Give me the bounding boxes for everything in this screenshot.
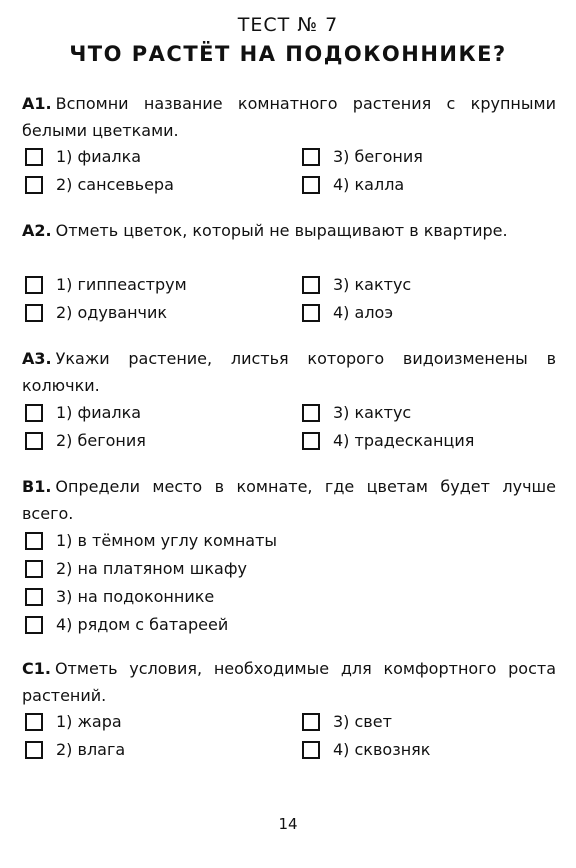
option-a1-2[interactable] — [25, 175, 174, 195]
option-label: 1) в тёмном углу комнаты — [56, 531, 278, 550]
option-b1-1[interactable] — [25, 531, 277, 551]
question-c1 — [22, 655, 556, 709]
option-c1-4[interactable] — [302, 740, 430, 760]
option-a2-4[interactable] — [302, 303, 393, 323]
checkbox[interactable] — [25, 560, 43, 578]
option-b1-3[interactable] — [25, 587, 214, 607]
option-label: 2) сансевьера — [56, 175, 174, 194]
checkbox[interactable] — [302, 713, 320, 731]
option-a2-1[interactable] — [25, 275, 187, 295]
question-text: Вспомни название комнатного растения с крупными белыми цветками. — [22, 94, 556, 140]
option-label: 2) влага — [56, 740, 126, 759]
checkbox[interactable] — [25, 616, 43, 634]
option-label: 4) алоэ — [333, 303, 394, 322]
question-text: Отметь условия, необходимые для комфортного роста растений. — [22, 659, 556, 705]
option-a3-3[interactable] — [302, 403, 411, 423]
option-c1-2[interactable] — [25, 740, 125, 760]
option-label: 3) кактус — [333, 275, 412, 294]
checkbox[interactable] — [25, 532, 43, 550]
question-text: Определи место в комнате, где цветам будет лучше всего. — [22, 477, 556, 523]
checkbox[interactable] — [302, 176, 320, 194]
option-a1-1[interactable] — [25, 147, 141, 167]
checkbox[interactable] — [25, 713, 43, 731]
option-a1-3[interactable] — [302, 147, 423, 167]
option-label: 3) на подоконнике — [56, 587, 215, 606]
option-c1-1[interactable] — [25, 712, 122, 732]
question-id: А2. — [22, 221, 52, 240]
question-id: А3. — [22, 349, 52, 368]
option-a3-1[interactable] — [25, 403, 141, 423]
checkbox[interactable] — [25, 432, 43, 450]
checkbox[interactable] — [25, 148, 43, 166]
checkbox[interactable] — [302, 304, 320, 322]
option-label: 4) рядом с батареей — [56, 615, 229, 634]
checkbox[interactable] — [25, 741, 43, 759]
question-id: С1. — [22, 659, 51, 678]
option-b1-4[interactable] — [25, 615, 228, 635]
option-label: 2) на платяном шкафу — [56, 559, 247, 578]
question-a1 — [22, 90, 556, 144]
option-a2-3[interactable] — [302, 275, 411, 295]
checkbox[interactable] — [25, 304, 43, 322]
question-id: В1. — [22, 477, 52, 496]
question-text: Отметь цветок, который не выращивают в квартире. — [55, 221, 508, 240]
option-label: 4) сквозняк — [333, 740, 431, 759]
checkbox[interactable] — [302, 432, 320, 450]
option-a2-2[interactable] — [25, 303, 167, 323]
page-title: ЧТО РАСТЁТ НА ПОДОКОННИКЕ? — [69, 42, 507, 66]
question-a2 — [22, 217, 556, 244]
checkbox[interactable] — [25, 404, 43, 422]
option-label: 2) одуванчик — [56, 303, 168, 322]
test-number: ТЕСТ № 7 — [237, 14, 339, 36]
checkbox[interactable] — [302, 276, 320, 294]
option-c1-3[interactable] — [302, 712, 392, 732]
checkbox[interactable] — [302, 148, 320, 166]
option-b1-2[interactable] — [25, 559, 247, 579]
question-text: Укажи растение, листья которого видоизменены в колючки. — [22, 349, 556, 395]
page-number: 14 — [278, 815, 298, 833]
option-a1-4[interactable] — [302, 175, 404, 195]
question-b1 — [22, 473, 556, 527]
option-label: 1) гиппеаструм — [56, 275, 187, 294]
option-label: 3) свет — [333, 712, 392, 731]
checkbox[interactable] — [25, 588, 43, 606]
option-label: 4) традесканция — [333, 431, 475, 450]
checkbox[interactable] — [25, 176, 43, 194]
checkbox[interactable] — [302, 404, 320, 422]
checkbox[interactable] — [302, 741, 320, 759]
option-label: 2) бегония — [56, 431, 146, 450]
option-a3-4[interactable] — [302, 431, 474, 451]
option-label: 1) фиалка — [56, 403, 142, 422]
option-a3-2[interactable] — [25, 431, 146, 451]
checkbox[interactable] — [25, 276, 43, 294]
option-label: 1) фиалка — [56, 147, 142, 166]
option-label: 1) жара — [56, 712, 122, 731]
question-a3 — [22, 345, 556, 399]
option-label: 4) калла — [333, 175, 405, 194]
question-id: А1. — [22, 94, 52, 113]
option-label: 3) кактус — [333, 403, 412, 422]
option-label: 3) бегония — [333, 147, 423, 166]
